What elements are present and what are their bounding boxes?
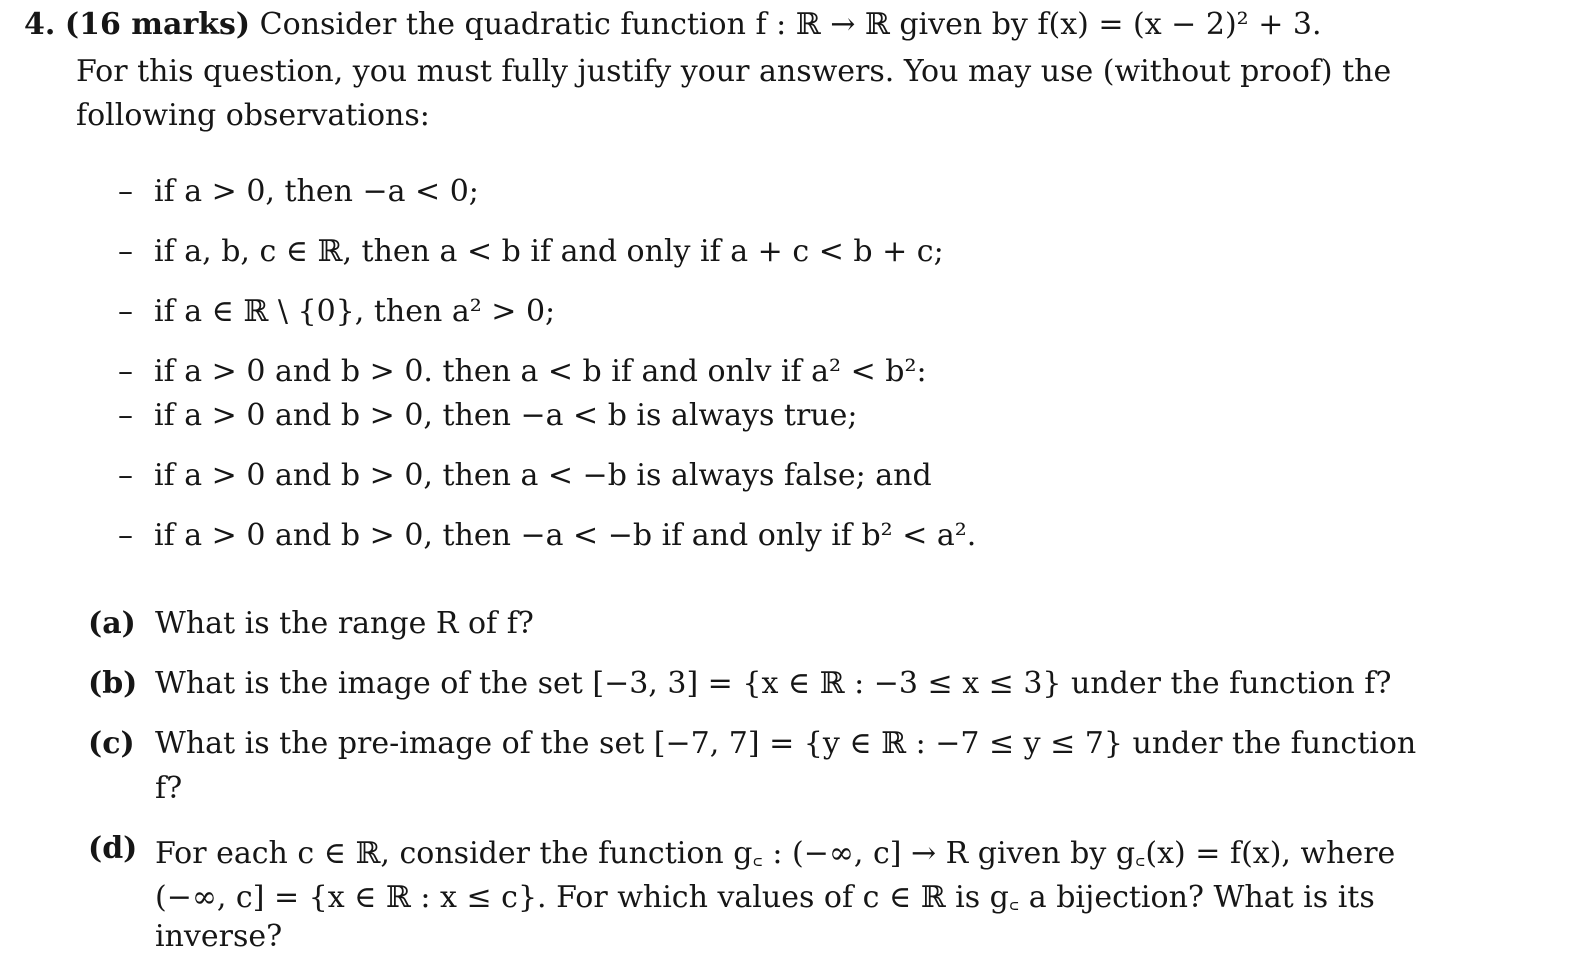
part-c-label: (c) bbox=[88, 726, 135, 761]
part-a-text: What is the range R of f? bbox=[155, 606, 534, 641]
observation-item: if a > 0, then −a < 0; bbox=[154, 174, 479, 209]
observation-item: if a ∈ ℝ \ {0}, then a² > 0; bbox=[154, 294, 556, 329]
part-d-label: (d) bbox=[88, 831, 138, 866]
observation-bullet: – bbox=[118, 518, 133, 553]
observation-bullet: – bbox=[118, 354, 133, 389]
observation-item: if a > 0 and b > 0. then a < b if and onlv if a² < b²: bbox=[154, 354, 927, 389]
part-d-text-line1: For each c ∈ ℝ, consider the function g꜀ : (−∞, c] → R given by g꜀(x) = f(x), where bbox=[155, 836, 1396, 871]
question-intro-line3: following observations: bbox=[76, 98, 430, 133]
observation-bullet: – bbox=[118, 174, 133, 209]
question-number: 4. bbox=[24, 7, 56, 42]
part-b-text: What is the image of the set [−3, 3] = {x ∈ ℝ : −3 ≤ x ≤ 3} under the function f? bbox=[155, 666, 1392, 701]
part-b-label: (b) bbox=[88, 666, 138, 701]
part-c-text-line2: f? bbox=[155, 771, 183, 806]
observation-item: if a > 0 and b > 0, then −a < −b if and only if b² < a². bbox=[154, 518, 977, 553]
question-header bbox=[24, 7, 1322, 42]
observation-item: if a, b, c ∈ ℝ, then a < b if and only if a + c < b + c; bbox=[154, 234, 944, 269]
observation-bullet: – bbox=[118, 398, 133, 433]
part-c-text-line1: What is the pre-image of the set [−7, 7] = {y ∈ ℝ : −7 ≤ y ≤ 7} under the function bbox=[155, 726, 1417, 761]
observation-bullet: – bbox=[118, 294, 133, 329]
observation-bullet: – bbox=[118, 234, 133, 269]
question-intro-line1: Consider the quadratic function f : ℝ → ℝ given by f(x) = (x − 2)² + 3. bbox=[259, 7, 1322, 42]
part-a-label: (a) bbox=[88, 606, 136, 641]
part-d-text-line2: (−∞, c] = {x ∈ ℝ : x ≤ c}. For which values of c ∈ ℝ is g꜀ a bijection? What is its bbox=[155, 880, 1375, 915]
observation-bullet: – bbox=[118, 458, 133, 493]
question-intro-line2: For this question, you must fully justify your answers. You may use (without proof) the bbox=[76, 54, 1392, 89]
observation-item: if a > 0 and b > 0, then a < −b is always false; and bbox=[154, 458, 932, 493]
part-d-text-line3: inverse? bbox=[155, 919, 283, 954]
observation-item: if a > 0 and b > 0, then −a < b is always true; bbox=[154, 398, 858, 433]
question-marks: (16 marks) bbox=[64, 7, 251, 42]
